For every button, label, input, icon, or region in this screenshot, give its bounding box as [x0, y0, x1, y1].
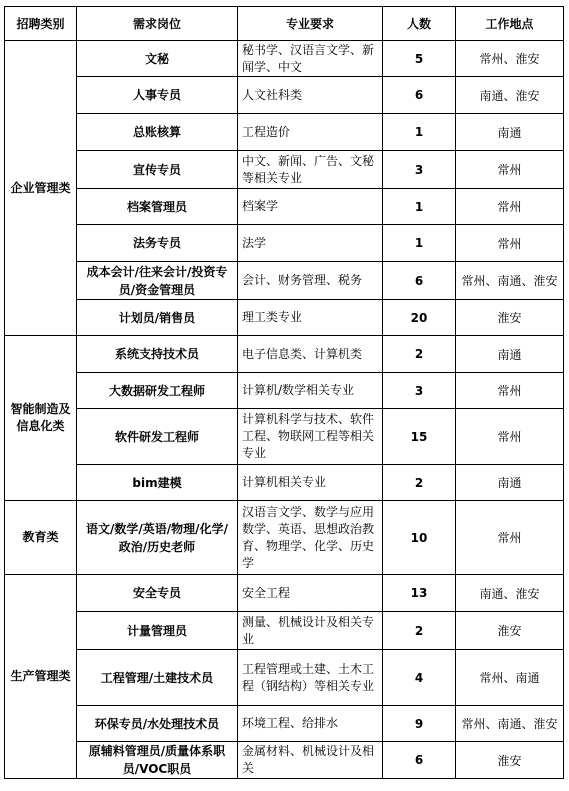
count-cell: 6 [383, 262, 456, 300]
position-cell: 计划员/销售员 [77, 300, 238, 336]
category-cell: 智能制造及信息化类 [5, 336, 77, 501]
requirement-cell: 安全工程 [238, 575, 383, 612]
position-cell: 安全专员 [77, 575, 238, 612]
header-location: 工作地点 [456, 7, 564, 41]
location-cell: 常州、南通、淮安 [456, 706, 564, 742]
table-row [5, 189, 564, 225]
count-cell: 13 [383, 575, 456, 612]
requirement-cell: 会计、财务管理、税务 [238, 262, 383, 300]
count-cell: 5 [383, 41, 456, 77]
position-cell: 人事专员 [77, 77, 238, 114]
requirement-cell: 法学 [238, 225, 383, 262]
table-row [5, 650, 564, 706]
header-category: 招聘类别 [5, 7, 77, 41]
count-cell: 15 [383, 409, 456, 465]
requirement-cell: 计算机科学与技术、软件工程、物联网工程等相关专业 [238, 409, 383, 465]
table-row [5, 465, 564, 501]
requirement-cell: 秘书学、汉语言文学、新闻学、中文 [238, 41, 383, 77]
count-cell: 2 [383, 612, 456, 650]
location-cell: 南通 [456, 114, 564, 151]
requirement-cell: 理工类专业 [238, 300, 383, 336]
count-cell: 1 [383, 225, 456, 262]
count-cell: 1 [383, 114, 456, 151]
table-row [5, 575, 564, 612]
table-row [5, 300, 564, 336]
location-cell: 常州 [456, 501, 564, 575]
position-cell: 软件研发工程师 [77, 409, 238, 465]
position-cell: 文秘 [77, 41, 238, 77]
count-cell: 3 [383, 151, 456, 189]
table-row [5, 41, 564, 77]
requirement-cell: 计算机/数学相关专业 [238, 373, 383, 409]
location-cell: 常州 [456, 225, 564, 262]
recruitment-table [4, 6, 564, 779]
location-cell: 南通 [456, 465, 564, 501]
table-row [5, 501, 564, 575]
header-position: 需求岗位 [77, 7, 238, 41]
position-cell: 原辅料管理员/质量体系职员/VOC职员 [77, 742, 238, 779]
count-cell: 3 [383, 373, 456, 409]
header-count: 人数 [383, 7, 456, 41]
table-row [5, 373, 564, 409]
count-cell: 2 [383, 465, 456, 501]
position-cell: bim建模 [77, 465, 238, 501]
position-cell: 宣传专员 [77, 151, 238, 189]
location-cell: 常州 [456, 409, 564, 465]
count-cell: 6 [383, 742, 456, 779]
requirement-cell: 工程造价 [238, 114, 383, 151]
position-cell: 语文/数学/英语/物理/化学/政治/历史老师 [77, 501, 238, 575]
table-row [5, 151, 564, 189]
location-cell: 南通、淮安 [456, 77, 564, 114]
table-row [5, 612, 564, 650]
table-row [5, 706, 564, 742]
category-cell: 生产管理类 [5, 575, 77, 779]
requirement-cell: 汉语言文学、数学与应用数学、英语、思想政治教育、物理学、化学、历史学 [238, 501, 383, 575]
position-cell: 档案管理员 [77, 189, 238, 225]
location-cell: 南通、淮安 [456, 575, 564, 612]
table-row [5, 114, 564, 151]
table-row [5, 77, 564, 114]
location-cell: 常州、淮安 [456, 41, 564, 77]
location-cell: 常州、南通 [456, 650, 564, 706]
count-cell: 4 [383, 650, 456, 706]
position-cell: 计量管理员 [77, 612, 238, 650]
requirement-cell: 环境工程、给排水 [238, 706, 383, 742]
category-cell: 企业管理类 [5, 41, 77, 336]
location-cell: 淮安 [456, 300, 564, 336]
category-cell: 教育类 [5, 501, 77, 575]
header-requirement: 专业要求 [238, 7, 383, 41]
location-cell: 淮安 [456, 742, 564, 779]
count-cell: 20 [383, 300, 456, 336]
table-row [5, 336, 564, 373]
table-row [5, 409, 564, 465]
position-cell: 总账核算 [77, 114, 238, 151]
count-cell: 6 [383, 77, 456, 114]
requirement-cell: 电子信息类、计算机类 [238, 336, 383, 373]
location-cell: 淮安 [456, 612, 564, 650]
table-row [5, 225, 564, 262]
count-cell: 10 [383, 501, 456, 575]
position-cell: 法务专员 [77, 225, 238, 262]
location-cell: 常州 [456, 151, 564, 189]
position-cell: 成本会计/往来会计/投资专员/资金管理员 [77, 262, 238, 300]
location-cell: 常州、南通、淮安 [456, 262, 564, 300]
location-cell: 常州 [456, 189, 564, 225]
requirement-cell: 人文社科类 [238, 77, 383, 114]
requirement-cell: 测量、机械设计及相关专业 [238, 612, 383, 650]
position-cell: 环保专员/水处理技术员 [77, 706, 238, 742]
requirement-cell: 金属材料、机械设计及相关 [238, 742, 383, 779]
requirement-cell: 计算机相关专业 [238, 465, 383, 501]
requirement-cell: 档案学 [238, 189, 383, 225]
location-cell: 常州 [456, 373, 564, 409]
header-row [5, 7, 564, 41]
location-cell: 南通 [456, 336, 564, 373]
position-cell: 大数据研发工程师 [77, 373, 238, 409]
requirement-cell: 中文、新闻、广告、文秘等相关专业 [238, 151, 383, 189]
position-cell: 工程管理/土建技术员 [77, 650, 238, 706]
table-row [5, 742, 564, 779]
count-cell: 1 [383, 189, 456, 225]
table-row [5, 262, 564, 300]
position-cell: 系统支持技术员 [77, 336, 238, 373]
count-cell: 9 [383, 706, 456, 742]
count-cell: 2 [383, 336, 456, 373]
requirement-cell: 工程管理或土建、土木工程（钢结构）等相关专业 [238, 650, 383, 706]
